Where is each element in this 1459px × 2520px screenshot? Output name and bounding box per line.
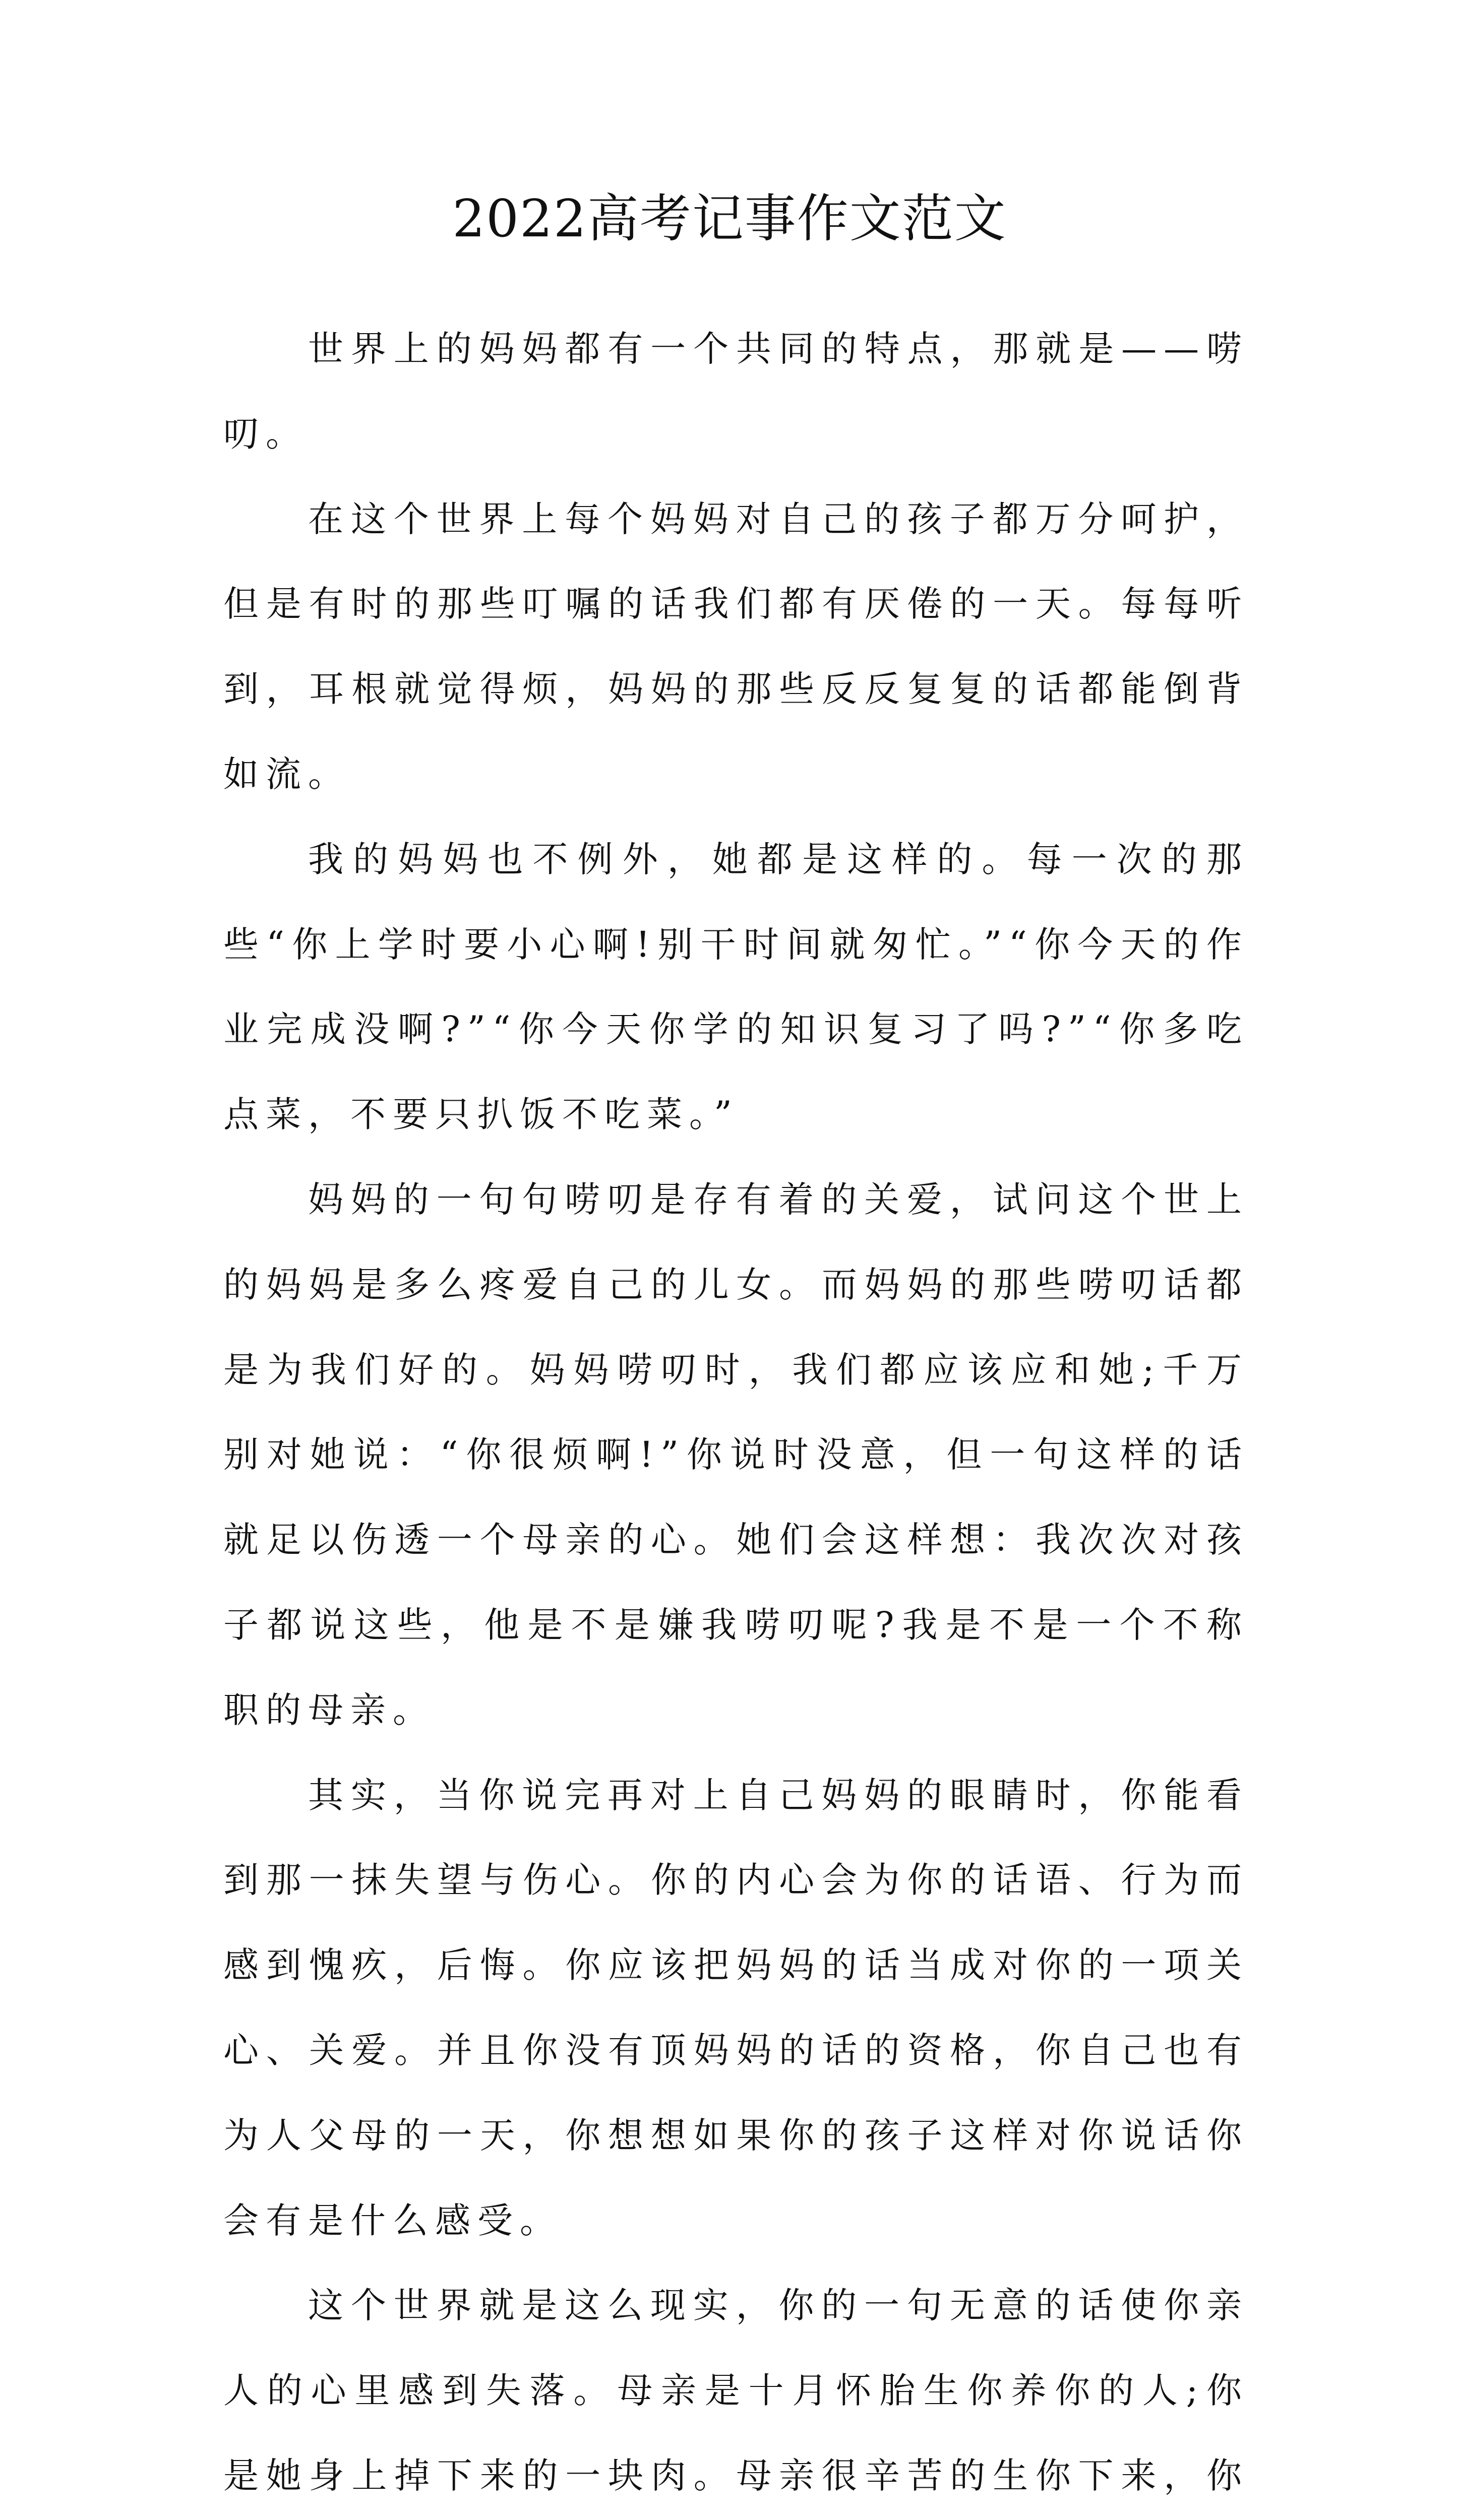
paragraph-5: 其实，当你说完再对上自己妈妈的眼睛时，你能看到那一抹失望与伤心。你的内心会为你的话语、行为而感到愧疚，后悔。你应该把妈妈的话当成对你的一项关心、关爱。并且你没有顶妈妈的话的资格，你自己也有为人父母的一天，你想想如果你的孩子这样对你说话你会有是什么感受。 [223, 1774, 1249, 2241]
paragraph-3: 我的妈妈也不例外，她都是这样的。每一次的那些“你上学时要小心啊!别干时间就匆忙。”“你今天的作业完成没啊?”“你今天你学的知识复习了吗?”“你多吃点菜，不要只扒饭不吃菜。” [223, 838, 1249, 1136]
paragraph-6: 这个世界就是这么现实，你的一句无意的话使你亲人的心里感到失落。母亲是十月怀胎生你养你的人;你是她身上掉下来的一块肉。母亲很辛苦的生你下来，你 [223, 2285, 1249, 2496]
paragraph-1: 世界上的妈妈都有一个共同的特点，那就是——唠叨。 [223, 328, 1249, 455]
paragraph-2: 在这个世界上每个妈妈对自己的孩子都万分呵护，但是有时的那些叮嘱的话我们都有厌倦的一天。每每听到，耳根就觉得烦，妈妈的那些反反复复的话都能倒背如流。 [223, 498, 1249, 795]
paragraph-4: 妈妈的一句句唠叨是存有着的关爱，试问这个世上的妈妈是多么疼爱自己的儿女。而妈妈的那些唠叨话都是为我们好的。妈妈唠叨时，我们都应该应和她;千万别对她说：“你很烦啊!”你说时没意，但一句这样的话就足以伤透一个母亲的心。她们会这样想：我次次对孩子都说这些，他是不是嫌我唠叨呢?我是不是一个不称职的母亲。 [223, 1178, 1249, 1731]
document-body [223, 306, 1249, 2520]
document-title: 2022高考记事作文范文 [452, 189, 1007, 249]
